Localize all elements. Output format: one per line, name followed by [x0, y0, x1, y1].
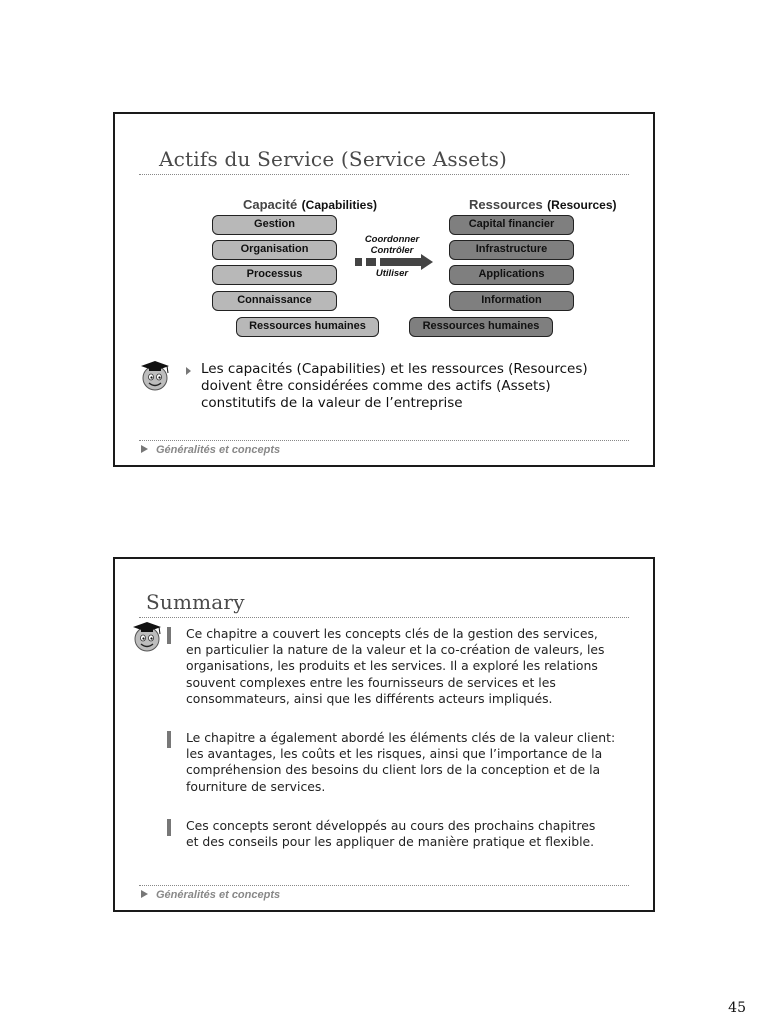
capability-header-label: Capacité — [243, 197, 298, 212]
resource-pill: Ressources humaines — [409, 317, 553, 337]
slide-title: Actifs du Service (Service Assets) — [159, 147, 508, 171]
resource-pill: Infrastructure — [449, 240, 574, 260]
footer-arrow-icon — [141, 890, 148, 898]
arrow-label-controler: Contrôler — [370, 245, 414, 256]
capability-pill: Connaissance — [212, 291, 337, 311]
paragraph-line: fourniture de services. — [186, 778, 326, 794]
graduate-smiley-icon — [139, 358, 171, 392]
paragraph-line: organisations, les produits et les services. Il a exploré les relations — [186, 658, 598, 674]
resource-pill: Capital financier — [449, 215, 574, 235]
resource-pill: Applications — [449, 265, 574, 285]
arrow-label-coordonner: Coordonner — [364, 234, 420, 245]
slide-footer — [141, 889, 280, 901]
slide-summary — [113, 557, 655, 912]
footer-arrow-icon — [141, 445, 148, 453]
bullet-line: Les capacités (Capabilities) et les ressources (Resources) — [201, 361, 588, 377]
footer-label: Généralités et concepts — [156, 444, 281, 456]
capability-header — [243, 196, 377, 214]
slide-title: Summary — [146, 590, 245, 614]
summary-paragraph — [186, 730, 636, 795]
capability-pill: Ressources humaines — [236, 317, 379, 337]
paragraph-line: Ces concepts seront développés au cours des prochains chapitres — [186, 818, 596, 833]
footer-divider — [139, 885, 629, 886]
bullet-line: constitutifs de la valeur de l’entreprise — [201, 395, 463, 411]
capability-pill: Organisation — [212, 240, 337, 260]
graduate-smiley-icon — [131, 619, 163, 653]
paragraph-bar-icon — [167, 819, 171, 836]
bullet-line: doivent être considérées comme des actifs (Assets) — [201, 378, 551, 394]
paragraph-line: Ce chapitre a couvert les concepts clés de la gestion des services, — [186, 626, 598, 641]
summary-paragraph — [186, 818, 636, 850]
resource-pill: Information — [449, 291, 574, 311]
resources-header-english: (Resources) — [547, 198, 617, 212]
footer-label: Généralités et concepts — [156, 889, 281, 901]
summary-paragraph — [186, 626, 636, 707]
paragraph-line: en particulier la nature de la valeur et la co-création de valeurs, les — [186, 642, 605, 658]
paragraph-line: souvent complexes entre les fournisseurs de services et les — [186, 674, 556, 690]
slide-footer — [141, 444, 280, 456]
assets-bullet-text — [201, 361, 641, 412]
paragraph-bar-icon — [167, 731, 171, 748]
capability-pill: Gestion — [212, 215, 337, 235]
capability-header-english: (Capabilities) — [301, 198, 378, 212]
resources-header — [469, 196, 617, 214]
slide-service-assets — [113, 112, 655, 467]
paragraph-bar-icon — [167, 627, 171, 644]
title-divider — [139, 617, 629, 618]
paragraph-line: consommateurs, ainsi que les différents acteurs impliqués. — [186, 690, 553, 706]
paragraph-line: et des conseils pour les appliquer de manière pratique et flexible. — [186, 834, 595, 850]
resources-header-label: Ressources — [469, 197, 543, 212]
paragraph-line: compréhension des besoins du client lors de la conception et de la — [186, 762, 601, 778]
title-divider — [139, 174, 629, 175]
arrow-label-utiliser: Utiliser — [375, 268, 409, 279]
page-number: 45 — [728, 1000, 746, 1016]
paragraph-line: les avantages, les coûts et les risques, ainsi que l’importance de la — [186, 746, 603, 762]
footer-divider — [139, 440, 629, 441]
capability-pill: Processus — [212, 265, 337, 285]
paragraph-line: Le chapitre a également abordé les éléments clés de la valeur client: — [186, 730, 616, 745]
bullet-arrow-icon — [186, 367, 191, 375]
